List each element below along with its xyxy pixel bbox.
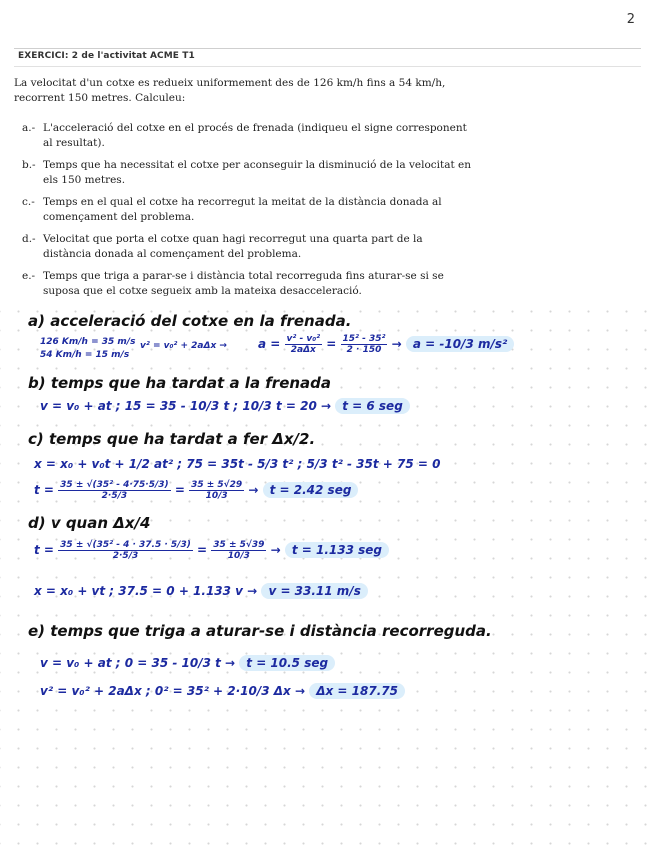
question-text: Temps que triga a parar-se i distància total recorreguda fins aturar-se si se suposa que el cotxe segueix amb la mateixa desacceleració.	[43, 270, 444, 297]
equation-lhs: t =	[34, 483, 54, 497]
fraction-numerator: 35 ± 5√39	[213, 540, 265, 550]
header-rule-bottom	[14, 66, 641, 67]
equation-c-2	[34, 480, 358, 501]
problem-statement: La velocitat d'un cotxe es redueix uniformement des de 126 km/h fins a 54 km/h, recorrent 150 metres. Calculeu:	[14, 77, 446, 104]
equation-e-2-text: v² = v₀² + 2aΔx ; 0² = 35² + 2·10/3 Δx →	[40, 684, 306, 698]
equals-sign: =	[197, 543, 208, 557]
equation-d-1	[34, 540, 389, 561]
unit-conversion-2: 54 Km/h = 15 m/s	[40, 350, 130, 360]
arrow-icon: →	[248, 483, 259, 497]
question-item-e	[22, 269, 472, 299]
equation-e-1-text: v = v₀ + at ; 0 = 35 - 10/3 t →	[40, 656, 236, 670]
fraction	[211, 540, 266, 561]
question-text: Temps que ha necessitat el cotxe per aconseguir la disminució de la velocitat en els 150 metres.	[43, 159, 472, 186]
fraction-numerator: 35 ± √(35² - 4·75·5/3)	[60, 480, 169, 490]
equation-lhs: t =	[34, 543, 54, 557]
equation-c-1: x = x₀ + v₀t + 1/2 at² ; 75 = 35t - 5/3 t² ; 5/3 t² - 35t + 75 = 0	[34, 457, 441, 471]
equation-e-1	[40, 656, 335, 670]
question-label: c.-	[22, 196, 35, 208]
answer-d-result-time: t = 1.133 seg	[285, 542, 389, 558]
question-item-b	[22, 158, 472, 188]
question-label: d.-	[22, 233, 36, 245]
question-label: e.-	[22, 270, 36, 282]
fraction-denominator: 2aΔx	[290, 345, 316, 355]
fraction-numerator: v² - v₀²	[286, 334, 321, 344]
equation-b-text: v = v₀ + at ; 15 = 35 - 10/3 t ; 10/3 t = 20 →	[40, 399, 332, 413]
answer-c-result: t = 2.42 seg	[263, 482, 359, 498]
exercise-title: EXERCICI: 2 de l'activitat ACME T1	[18, 51, 195, 61]
fraction-denominator: 2·5/3	[101, 491, 128, 501]
unit-conversion-1: 126 Km/h = 35 m/s	[40, 337, 136, 347]
fraction	[189, 480, 244, 501]
answer-a-heading: a) acceleració del cotxe en la frenada.	[28, 312, 352, 330]
question-text: L'acceleració del cotxe en el procés de frenada (indiqueu el signe corresponent al resultat).	[43, 122, 467, 149]
equation-e-2	[40, 684, 405, 698]
answer-d-heading: d) v quan Δx/4	[28, 514, 151, 532]
equation-b	[40, 399, 410, 413]
answer-b-result: t = 6 seg	[335, 398, 410, 414]
answer-e-result-distance: Δx = 187.75	[309, 683, 405, 699]
question-item-d	[22, 232, 472, 262]
arrow-icon: →	[270, 543, 281, 557]
question-item-a	[22, 121, 472, 151]
equation-d-2-text: x = x₀ + vt ; 37.5 = 0 + 1.133 v →	[34, 584, 258, 598]
question-list	[22, 121, 472, 306]
fraction	[285, 334, 323, 355]
question-label: a.-	[22, 122, 36, 134]
fraction	[58, 480, 170, 501]
arrow-icon: →	[391, 337, 402, 351]
question-text: Temps en el qual el cotxe ha recorregut la meitat de la distància donada al començament del problema.	[43, 196, 442, 223]
fraction-denominator: 10/3	[205, 491, 228, 501]
fraction-numerator: 35 ± √(35² - 4 · 37.5 · 5/3)	[60, 540, 191, 550]
question-item-c	[22, 195, 472, 225]
fraction-denominator: 2·5/3	[112, 551, 139, 561]
answer-b-heading: b) temps que ha tardat a la frenada	[28, 374, 332, 392]
page-number: 2	[626, 12, 635, 27]
equation-d-2	[34, 584, 368, 598]
fraction-denominator: 10/3	[227, 551, 250, 561]
equation-a-2	[258, 334, 514, 355]
equation-lhs: a =	[258, 337, 281, 351]
fraction-denominator: 2 · 150	[346, 345, 382, 355]
equals-sign: =	[174, 483, 185, 497]
answer-c-heading: c) temps que ha tardat a fer Δx/2.	[28, 430, 316, 448]
answer-e-result-time: t = 10.5 seg	[239, 655, 335, 671]
equals-sign: =	[326, 337, 337, 351]
answer-e-heading: e) temps que triga a aturar-se i distància recorreguda.	[28, 622, 492, 640]
answer-a-result: a = -10/3 m/s²	[406, 336, 514, 352]
question-label: b.-	[22, 159, 36, 171]
header-rule	[14, 48, 641, 49]
answer-d-result-velocity: v = 33.11 m/s	[261, 583, 367, 599]
fraction-numerator: 15² - 35²	[342, 334, 386, 344]
fraction	[341, 334, 388, 355]
equation-a-1: v² = v₀² + 2aΔx →	[140, 341, 227, 351]
fraction-numerator: 35 ± 5√29	[191, 480, 243, 490]
question-text: Velocitat que porta el cotxe quan hagi recorregut una quarta part de la distància donada al començament del problema.	[43, 233, 423, 260]
fraction	[58, 540, 193, 561]
